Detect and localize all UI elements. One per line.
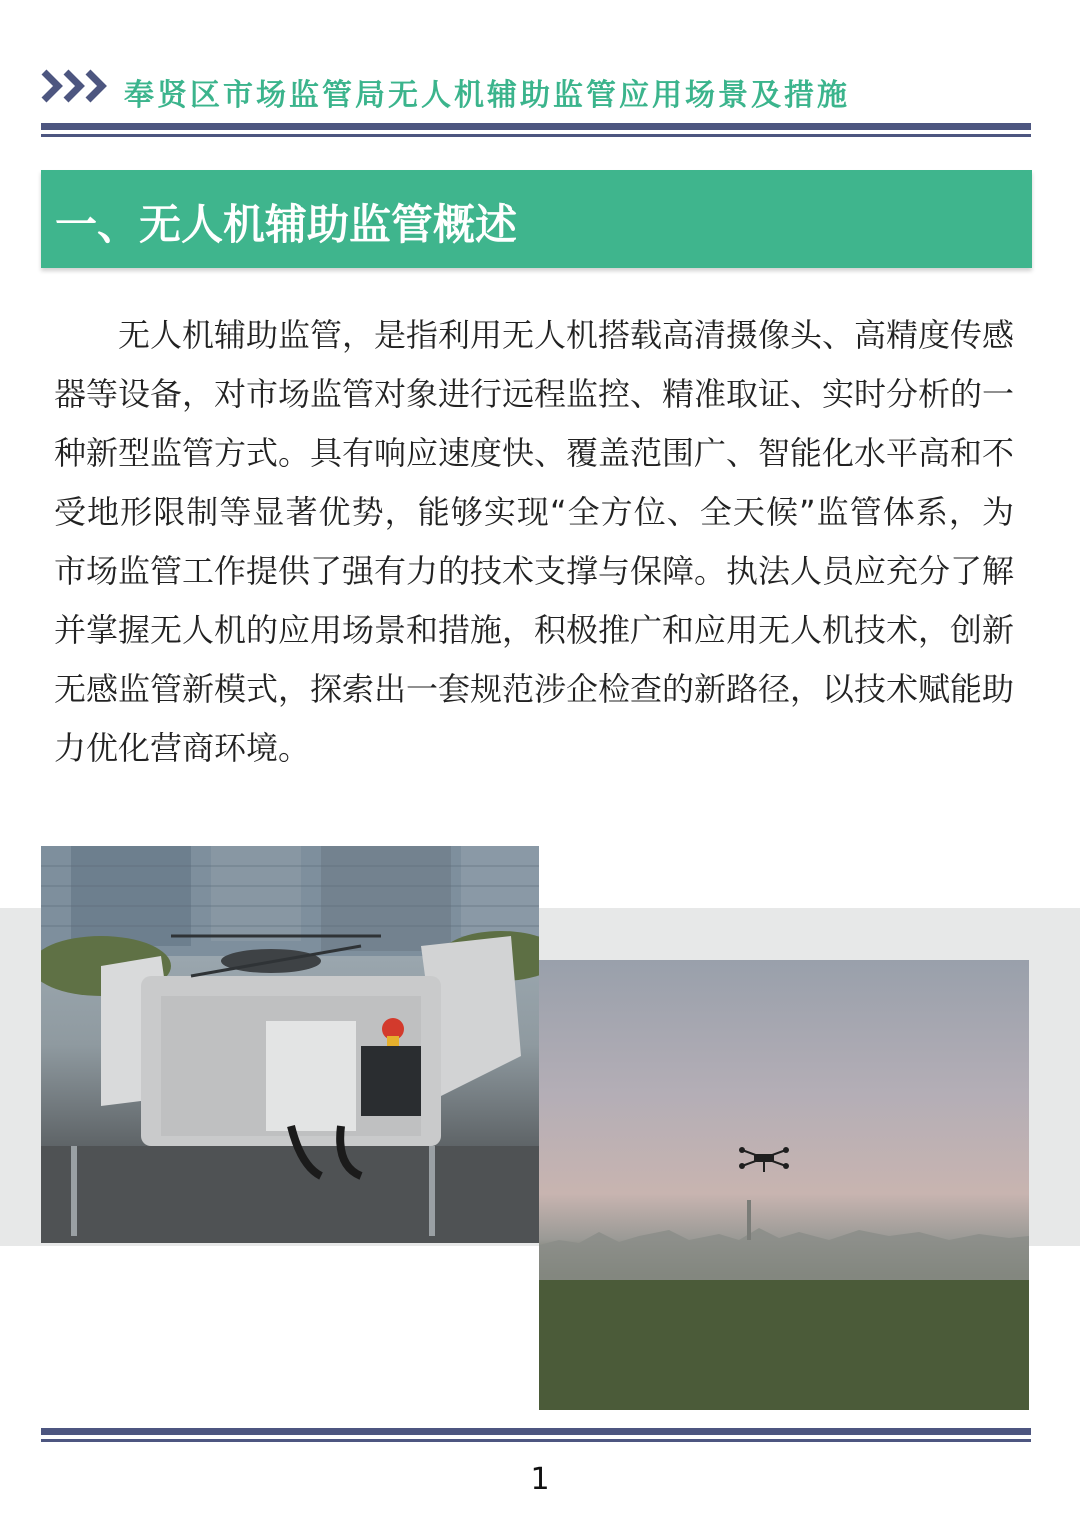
body-paragraph: 无人机辅助监管，是指利用无人机搭载高清摄像头、高精度传感器等设备，对市场监管对象进行远程监控、精准取证、实时分析的一种新型监管方式。具有响应速度快、覆盖范围广、智能化水平高和不受地形限制等显著优势，能够实现“全方位、全天候”监管体系，为市场监管工作提供了强有力的技术支撑与保障。执法人员应充分了解并掌握无人机的应用场景和措施，积极推广和应用无人机技术，创新无感监管新模式，探索出一套规范涉企检查的新路径，以技术赋能助力优化营商环境。 xyxy=(54,316,1015,767)
header-divider xyxy=(41,123,1031,137)
page-number: 1 xyxy=(530,1462,550,1497)
page-header xyxy=(40,62,1030,112)
triple-chevron-right-icon xyxy=(40,66,114,106)
document-header-title: 奉贤区市场监管局无人机辅助监管应用场景及措施 xyxy=(124,78,850,113)
footer-divider xyxy=(41,1428,1031,1442)
section-title: 一、无人机辅助监管概述 xyxy=(55,200,518,249)
drone-flying-over-city-photo xyxy=(539,960,1029,1410)
section-banner xyxy=(41,170,1032,268)
drone-dock-rooftop-photo xyxy=(41,846,539,1243)
